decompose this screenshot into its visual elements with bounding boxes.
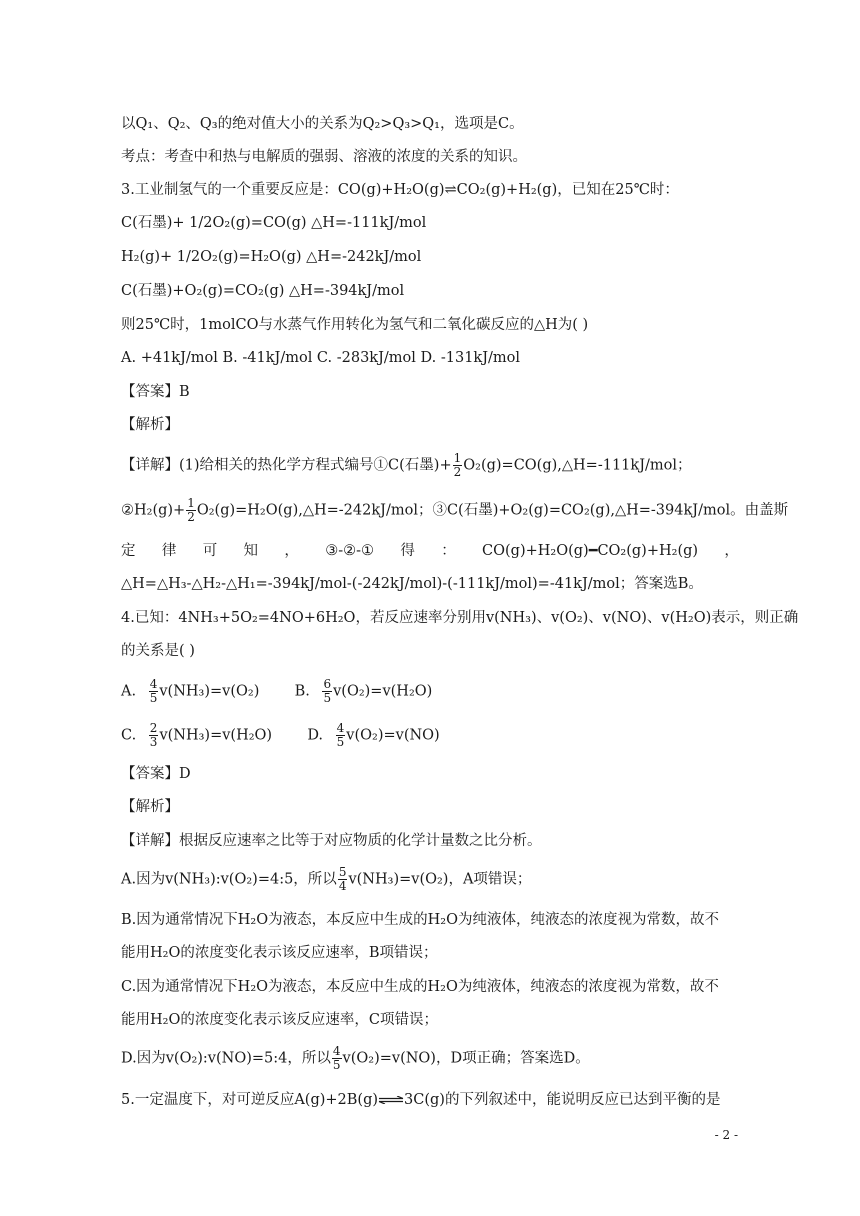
equilibrium-arrow-icon (378, 1096, 404, 1104)
option-text: v(O₂)=v(H₂O) (333, 683, 433, 700)
fraction-denominator: 5 (332, 1058, 341, 1072)
option-label: C. (121, 727, 137, 744)
equation-line: H₂(g)+ 1/2O₂(g)=H₂O(g) △H=-242kJ/mol (121, 249, 422, 265)
detail-line: 【详解】根据反应速率之比等于对应物质的化学计量数之比分析。 (121, 833, 542, 849)
analysis-label: 【解析】 (121, 799, 179, 815)
detail-text: v(O₂)=v(NO)，D项正确；答案选D。 (342, 1050, 590, 1067)
fraction-numerator: 2 (149, 721, 158, 735)
word: ， (724, 543, 739, 559)
detail-text: 3C(g)的下列叙述中，能说明反应已达到平衡的是 (404, 1092, 721, 1108)
detail-text: D.因为v(O₂):v(NO)=5:4，所以 (121, 1050, 331, 1067)
detail-text: O₂(g)=CO(g),△H=-111kJ/mol； (463, 457, 692, 474)
fraction (149, 678, 159, 705)
fraction-denominator: 5 (149, 691, 158, 705)
fraction-denominator: 4 (338, 879, 347, 893)
answer-label: 【答案】B (121, 384, 190, 400)
option-label: A. (121, 683, 137, 700)
text-line: 以Q₁、Q₂、Q₃的绝对值大小的关系为Q₂>Q₃>Q₁，选项是C。 (121, 116, 524, 132)
option-text: v(O₂)=v(NO) (346, 727, 440, 744)
equation-line: C(石墨)+O₂(g)=CO₂(g) △H=-394kJ/mol (121, 283, 405, 299)
fraction-denominator: 2 (187, 510, 195, 524)
fraction-denominator: 5 (336, 735, 345, 749)
options-row (121, 678, 432, 705)
option-text: v(NH₃)=v(H₂O) (159, 727, 273, 744)
detail-line (121, 497, 788, 524)
detail-line: B.因为通常情况下H₂O为液态，本反应中生成的H₂O为纯液体，纯液态的浓度视为常数，故不 (121, 912, 719, 928)
options-row (121, 722, 440, 749)
word: ： (441, 543, 456, 559)
fraction-numerator: 1 (453, 451, 462, 465)
fraction-numerator: 4 (336, 721, 345, 735)
fraction (149, 722, 159, 749)
detail-line-justified (121, 541, 739, 561)
option-label: D. (307, 727, 324, 744)
answer-label: 【答案】D (121, 766, 191, 782)
detail-line: C.因为通常情况下H₂O为液态，本反应中生成的H₂O为纯液体，纯液态的浓度视为常数，故不 (121, 979, 719, 995)
word: 律 (161, 543, 177, 559)
fraction-denominator: 5 (323, 691, 332, 705)
question-5-stem (121, 1090, 720, 1110)
detail-line: 能用H₂O的浓度变化表示该反应速率，B项错误； (121, 945, 438, 961)
equation-line: C(石墨)+ 1/2O₂(g)=CO(g) △H=-111kJ/mol (121, 215, 427, 231)
detail-text: 5.一定温度下，对可逆反应A(g)+2B(g) (121, 1092, 379, 1108)
word: ③-②-① (325, 543, 375, 559)
word: 得 (400, 543, 415, 559)
detail-line (121, 866, 531, 893)
word: 知 (243, 543, 259, 559)
word: 定 (121, 543, 136, 559)
word: CO(g)+H₂O(g)━CO₂(g)+H₂(g) (482, 543, 699, 559)
word: 可 (202, 543, 218, 559)
fraction (336, 722, 346, 749)
detail-line: △H=△H₃-△H₂-△H₁=-394kJ/mol-(-242kJ/mol)-(-111kJ/mol)=-41kJ/mol；答案选B。 (121, 576, 703, 592)
fraction-numerator: 6 (323, 677, 332, 691)
fraction (332, 1045, 342, 1072)
word: ， (284, 543, 299, 559)
detail-text: ②H₂(g)+ (121, 502, 186, 519)
page-number: - 2 - (714, 1128, 738, 1142)
fraction (453, 452, 463, 479)
option-text: v(NH₃)=v(O₂) (159, 683, 260, 700)
option-label: B. (294, 683, 310, 700)
fraction (338, 866, 348, 893)
fraction-numerator: 5 (338, 865, 347, 879)
detail-text: A.因为v(NH₃):v(O₂)=4:5，所以 (121, 871, 337, 888)
detail-line (121, 1045, 590, 1072)
fraction-numerator: 4 (332, 1044, 341, 1058)
fraction-denominator: 2 (453, 465, 462, 479)
question-3-ask: 则25℃时，1molCO与水蒸气作用转化为氢气和二氧化碳反应的△H为( ) (121, 317, 589, 333)
question-4-stem: 4.已知：4NH₃+5O₂=4NO+6H₂O，若反应速率分别用v(NH₃)、v(O₂)、v(NO)、v(H₂O)表示，则正确 (121, 610, 799, 626)
detail-text: 【详解】(1)给相关的热化学方程式编号①C(石墨)+ (121, 457, 452, 474)
detail-text: O₂(g)=H₂O(g),△H=-242kJ/mol；③C(石墨)+O₂(g)=CO₂(g),△H=-394kJ/mol。由盖斯 (196, 502, 789, 519)
analysis-label: 【解析】 (121, 417, 179, 433)
detail-line (121, 452, 692, 479)
detail-line: 能用H₂O的浓度变化表示该反应速率，C项错误； (121, 1012, 438, 1028)
fraction (186, 497, 196, 524)
text-line: 考点：考查中和热与电解质的强弱、溶液的浓度的关系的知识。 (121, 149, 527, 165)
question-3-stem: 3.工业制氢气的一个重要反应是：CO(g)+H₂O(g)⇌CO₂(g)+H₂(g)，已知在25℃时： (121, 182, 679, 198)
fraction-numerator: 1 (187, 496, 195, 510)
question-4-stem: 的关系是( ) (121, 643, 195, 659)
fraction (322, 678, 332, 705)
question-3-options: A. +41kJ/mol B. -41kJ/mol C. -283kJ/mol D. -131kJ/mol (121, 350, 521, 366)
detail-text: v(NH₃)=v(O₂)，A项错误； (348, 871, 532, 888)
fraction-denominator: 3 (149, 735, 158, 749)
fraction-numerator: 4 (149, 677, 158, 691)
